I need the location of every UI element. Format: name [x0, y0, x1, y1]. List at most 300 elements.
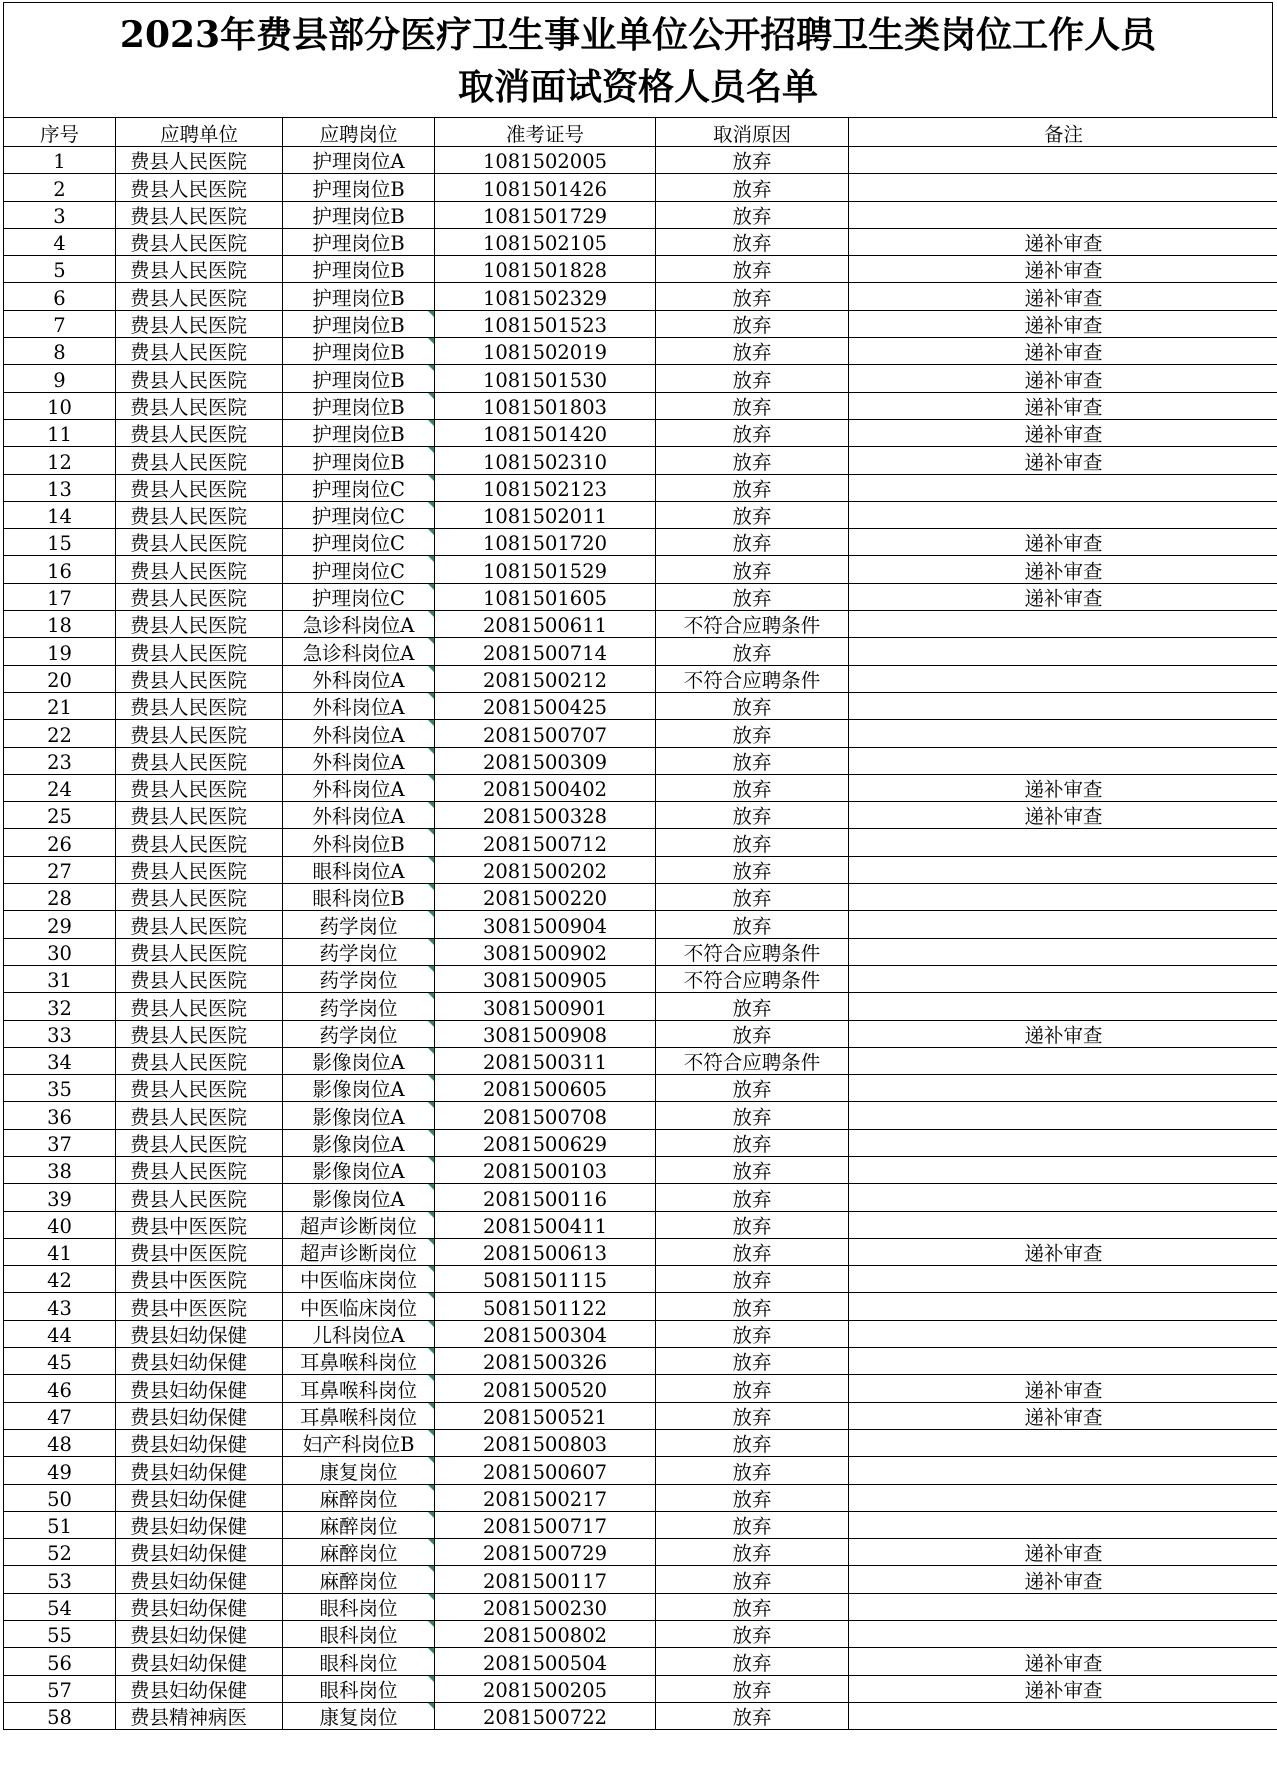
cell-exam-number: 2081500714	[435, 638, 656, 665]
table-row	[4, 147, 1277, 174]
cell-post: 麻醉岗位	[283, 1484, 435, 1511]
cell-remark	[849, 1593, 1277, 1620]
cell-comment-marker	[428, 529, 434, 535]
cell-serial: 2	[4, 174, 116, 201]
cell-unit: 费县人民医院	[116, 611, 283, 638]
cell-serial: 36	[4, 1102, 116, 1129]
cell-unit: 费县中医医院	[116, 1293, 283, 1320]
cell-comment-marker	[428, 720, 434, 726]
table-row	[4, 1702, 1277, 1729]
header-exam-number: 准考证号	[435, 118, 656, 147]
table-row	[4, 993, 1277, 1020]
cell-remark	[849, 1457, 1277, 1484]
cell-comment-marker	[428, 1676, 434, 1682]
table-row	[4, 1320, 1277, 1347]
cell-remark	[849, 147, 1277, 174]
cell-post: 影像岗位A	[283, 1075, 435, 1102]
cell-exam-number: 2081500230	[435, 1593, 656, 1620]
cell-exam-number: 1081501426	[435, 174, 656, 201]
cell-serial: 35	[4, 1075, 116, 1102]
cell-comment-marker	[428, 775, 434, 781]
cell-serial: 39	[4, 1184, 116, 1211]
table-row	[4, 911, 1277, 938]
cell-comment-marker	[428, 1375, 434, 1381]
cell-cancel-reason: 放弃	[656, 884, 849, 911]
cell-cancel-reason: 放弃	[656, 802, 849, 829]
cell-comment-marker	[428, 365, 434, 371]
cell-remark	[849, 1184, 1277, 1211]
cell-remark	[849, 665, 1277, 692]
cell-post: 眼科岗位	[283, 1621, 435, 1648]
cell-comment-marker	[428, 638, 434, 644]
cell-serial: 26	[4, 829, 116, 856]
cell-serial: 21	[4, 692, 116, 719]
cell-serial: 4	[4, 228, 116, 255]
cell-remark	[849, 720, 1277, 747]
cell-exam-number: 1081501720	[435, 529, 656, 556]
cell-serial: 58	[4, 1702, 116, 1729]
cell-comment-marker	[428, 1512, 434, 1518]
cell-serial: 56	[4, 1648, 116, 1675]
cell-serial: 41	[4, 1238, 116, 1265]
cell-unit: 费县人民医院	[116, 474, 283, 501]
table-row	[4, 1539, 1277, 1566]
cell-serial: 52	[4, 1539, 116, 1566]
cell-remark	[849, 1348, 1277, 1375]
cell-comment-marker	[428, 502, 434, 508]
cell-remark: 递补审查	[849, 1238, 1277, 1265]
table-row	[4, 1348, 1277, 1375]
table-row	[4, 1375, 1277, 1402]
cell-remark: 递补审查	[849, 338, 1277, 365]
cell-post: 麻醉岗位	[283, 1566, 435, 1593]
cell-post: 眼科岗位	[283, 1593, 435, 1620]
cell-unit: 费县人民医院	[116, 856, 283, 883]
cell-exam-number: 3081500902	[435, 938, 656, 965]
cell-unit: 费县人民医院	[116, 147, 283, 174]
cell-exam-number: 2081500217	[435, 1484, 656, 1511]
cell-exam-number: 1081501605	[435, 583, 656, 610]
cell-cancel-reason: 放弃	[656, 1129, 849, 1156]
cell-comment-marker	[428, 693, 434, 699]
cell-serial: 3	[4, 201, 116, 228]
cell-post: 超声诊断岗位	[283, 1211, 435, 1238]
cell-unit: 费县人民医院	[116, 747, 283, 774]
cell-unit: 费县人民医院	[116, 174, 283, 201]
table-row	[4, 1402, 1277, 1429]
table-row	[4, 665, 1277, 692]
cell-remark	[849, 638, 1277, 665]
cell-unit: 费县人民医院	[116, 938, 283, 965]
cell-cancel-reason: 不符合应聘条件	[656, 611, 849, 638]
cell-remark: 递补审查	[849, 1375, 1277, 1402]
cell-comment-marker	[428, 666, 434, 672]
cell-comment-marker	[428, 1485, 434, 1491]
cell-unit: 费县妇幼保健	[116, 1593, 283, 1620]
cell-cancel-reason: 不符合应聘条件	[656, 938, 849, 965]
cell-exam-number: 2081500212	[435, 665, 656, 692]
cell-serial: 7	[4, 310, 116, 337]
cell-exam-number: 2081500411	[435, 1211, 656, 1238]
table-row	[4, 1020, 1277, 1047]
cell-unit: 费县人民医院	[116, 720, 283, 747]
cell-cancel-reason: 放弃	[656, 501, 849, 528]
cell-cancel-reason: 放弃	[656, 829, 849, 856]
cell-cancel-reason: 放弃	[656, 720, 849, 747]
cell-post: 康复岗位	[283, 1457, 435, 1484]
cell-exam-number: 1081502019	[435, 338, 656, 365]
cell-unit: 费县妇幼保健	[116, 1402, 283, 1429]
cell-post: 中医临床岗位	[283, 1293, 435, 1320]
cell-serial: 6	[4, 283, 116, 310]
cell-serial: 53	[4, 1566, 116, 1593]
cell-unit: 费县人民医院	[116, 1102, 283, 1129]
cell-remark: 递补审查	[849, 1675, 1277, 1702]
cell-exam-number: 2081500521	[435, 1402, 656, 1429]
cell-serial: 40	[4, 1211, 116, 1238]
cell-serial: 49	[4, 1457, 116, 1484]
cell-comment-marker	[428, 966, 434, 972]
cell-exam-number: 2081500707	[435, 720, 656, 747]
cell-unit: 费县人民医院	[116, 802, 283, 829]
cell-remark	[849, 1702, 1277, 1729]
cell-exam-number: 2081500712	[435, 829, 656, 856]
cell-remark: 递补审查	[849, 556, 1277, 583]
cell-comment-marker	[428, 1239, 434, 1245]
cell-comment-marker	[428, 829, 434, 835]
cell-serial: 5	[4, 256, 116, 283]
table-row	[4, 856, 1277, 883]
table-row	[4, 774, 1277, 801]
cell-exam-number: 2081500326	[435, 1348, 656, 1375]
cell-unit: 费县人民医院	[116, 529, 283, 556]
table-row	[4, 638, 1277, 665]
cell-cancel-reason: 放弃	[656, 419, 849, 446]
cell-unit: 费县妇幼保健	[116, 1348, 283, 1375]
cell-exam-number: 2081500605	[435, 1075, 656, 1102]
cell-remark: 递补审查	[849, 1402, 1277, 1429]
cell-post: 护理岗位B	[283, 392, 435, 419]
cell-comment-marker	[428, 1102, 434, 1108]
table-row	[4, 556, 1277, 583]
cell-cancel-reason: 放弃	[656, 256, 849, 283]
cell-unit: 费县中医医院	[116, 1211, 283, 1238]
cell-cancel-reason: 放弃	[656, 228, 849, 255]
cell-post: 麻醉岗位	[283, 1511, 435, 1538]
cell-unit: 费县人民医院	[116, 556, 283, 583]
cell-remark	[849, 1075, 1277, 1102]
table-row	[4, 283, 1277, 310]
table-row	[4, 1266, 1277, 1293]
cell-serial: 27	[4, 856, 116, 883]
cell-cancel-reason: 不符合应聘条件	[656, 665, 849, 692]
cell-comment-marker	[428, 1539, 434, 1545]
cell-unit: 费县妇幼保健	[116, 1511, 283, 1538]
document-page	[3, 2, 1275, 1730]
cell-post: 药学岗位	[283, 993, 435, 1020]
cell-serial: 33	[4, 1020, 116, 1047]
cell-post: 妇产科岗位B	[283, 1429, 435, 1456]
cell-unit: 费县人民医院	[116, 338, 283, 365]
cell-unit: 费县妇幼保健	[116, 1566, 283, 1593]
cell-cancel-reason: 放弃	[656, 1566, 849, 1593]
cell-post: 眼科岗位	[283, 1648, 435, 1675]
cell-unit: 费县人民医院	[116, 1129, 283, 1156]
cell-unit: 费县妇幼保健	[116, 1429, 283, 1456]
cell-exam-number: 2081500116	[435, 1184, 656, 1211]
cell-cancel-reason: 放弃	[656, 474, 849, 501]
cell-cancel-reason: 放弃	[656, 993, 849, 1020]
cell-remark: 递补审查	[849, 228, 1277, 255]
table-row	[4, 802, 1277, 829]
cell-unit: 费县人民医院	[116, 365, 283, 392]
cell-post: 药学岗位	[283, 1020, 435, 1047]
cell-remark	[849, 829, 1277, 856]
cell-serial: 22	[4, 720, 116, 747]
cell-unit: 费县妇幼保健	[116, 1675, 283, 1702]
cell-exam-number: 2081500520	[435, 1375, 656, 1402]
cell-serial: 30	[4, 938, 116, 965]
table-row	[4, 201, 1277, 228]
cell-unit: 费县妇幼保健	[116, 1375, 283, 1402]
cell-post: 护理岗位B	[283, 283, 435, 310]
cell-remark: 递补审查	[849, 310, 1277, 337]
cell-comment-marker	[428, 393, 434, 399]
cell-cancel-reason: 放弃	[656, 1457, 849, 1484]
cell-remark	[849, 1320, 1277, 1347]
cell-comment-marker	[428, 1293, 434, 1299]
cell-remark	[849, 911, 1277, 938]
cell-cancel-reason: 放弃	[656, 692, 849, 719]
cell-post: 儿科岗位A	[283, 1320, 435, 1347]
page-title: 2023年费县部分医疗卫生事业单位公开招聘卫生类岗位工作人员	[4, 3, 1272, 61]
cell-remark: 递补审查	[849, 392, 1277, 419]
table-row	[4, 1047, 1277, 1074]
cell-unit: 费县人民医院	[116, 1184, 283, 1211]
cell-exam-number: 2081500304	[435, 1320, 656, 1347]
cell-cancel-reason: 放弃	[656, 1484, 849, 1511]
cell-remark: 递补审查	[849, 774, 1277, 801]
cell-exam-number: 5081501122	[435, 1293, 656, 1320]
cell-exam-number: 1081502123	[435, 474, 656, 501]
cell-unit: 费县人民医院	[116, 665, 283, 692]
header-unit: 应聘单位	[116, 118, 283, 147]
table-row	[4, 1484, 1277, 1511]
cell-remark: 递补审查	[849, 1648, 1277, 1675]
cell-post: 眼科岗位	[283, 1675, 435, 1702]
cell-serial: 51	[4, 1511, 116, 1538]
cell-unit: 费县人民医院	[116, 884, 283, 911]
cell-remark	[849, 856, 1277, 883]
cell-unit: 费县人民医院	[116, 201, 283, 228]
cell-cancel-reason: 放弃	[656, 283, 849, 310]
cell-exam-number: 2081500729	[435, 1539, 656, 1566]
cell-post: 护理岗位C	[283, 529, 435, 556]
cell-exam-number: 2081500607	[435, 1457, 656, 1484]
table-row	[4, 938, 1277, 965]
cell-comment-marker	[428, 311, 434, 317]
cell-remark	[849, 1511, 1277, 1538]
cell-exam-number: 2081500613	[435, 1238, 656, 1265]
cell-cancel-reason: 放弃	[656, 1375, 849, 1402]
cell-post: 外科岗位A	[283, 720, 435, 747]
cell-cancel-reason: 放弃	[656, 1702, 849, 1729]
cell-cancel-reason: 放弃	[656, 1348, 849, 1375]
cell-post: 眼科岗位B	[283, 884, 435, 911]
cell-remark	[849, 1156, 1277, 1183]
cell-exam-number: 1081502310	[435, 447, 656, 474]
cell-cancel-reason: 放弃	[656, 1511, 849, 1538]
table-row	[4, 501, 1277, 528]
cell-exam-number: 2081500205	[435, 1675, 656, 1702]
cell-exam-number: 5081501115	[435, 1266, 656, 1293]
cell-unit: 费县人民医院	[116, 1020, 283, 1047]
cell-comment-marker	[428, 1184, 434, 1190]
cell-cancel-reason: 放弃	[656, 1156, 849, 1183]
cell-cancel-reason: 放弃	[656, 147, 849, 174]
cell-cancel-reason: 不符合应聘条件	[656, 965, 849, 992]
cell-unit: 费县人民医院	[116, 965, 283, 992]
cell-remark	[849, 1484, 1277, 1511]
cell-comment-marker	[428, 1130, 434, 1136]
cell-serial: 9	[4, 365, 116, 392]
table-row	[4, 720, 1277, 747]
cell-unit: 费县人民医院	[116, 1047, 283, 1074]
cell-comment-marker	[428, 1321, 434, 1327]
cell-cancel-reason: 放弃	[656, 201, 849, 228]
cell-cancel-reason: 放弃	[656, 638, 849, 665]
table-row	[4, 338, 1277, 365]
cell-remark: 递补审查	[849, 419, 1277, 446]
cell-post: 超声诊断岗位	[283, 1238, 435, 1265]
cell-post: 护理岗位B	[283, 447, 435, 474]
cell-cancel-reason: 放弃	[656, 1648, 849, 1675]
cell-cancel-reason: 放弃	[656, 1293, 849, 1320]
cell-cancel-reason: 放弃	[656, 856, 849, 883]
cell-post: 护理岗位B	[283, 365, 435, 392]
cell-unit: 费县人民医院	[116, 829, 283, 856]
cell-exam-number: 2081500425	[435, 692, 656, 719]
cell-exam-number: 1081501828	[435, 256, 656, 283]
table-row	[4, 747, 1277, 774]
cell-cancel-reason: 放弃	[656, 1102, 849, 1129]
cell-post: 影像岗位A	[283, 1129, 435, 1156]
table-row	[4, 1238, 1277, 1265]
cell-comment-marker	[428, 1212, 434, 1218]
cell-comment-marker	[428, 884, 434, 890]
cell-unit: 费县人民医院	[116, 1075, 283, 1102]
cell-post: 护理岗位B	[283, 256, 435, 283]
cell-comment-marker	[428, 1075, 434, 1081]
cell-remark	[849, 174, 1277, 201]
cell-post: 影像岗位A	[283, 1102, 435, 1129]
cell-cancel-reason: 放弃	[656, 556, 849, 583]
cell-serial: 1	[4, 147, 116, 174]
table-row	[4, 1211, 1277, 1238]
cell-cancel-reason: 放弃	[656, 392, 849, 419]
cell-comment-marker	[428, 1348, 434, 1354]
cell-post: 护理岗位C	[283, 583, 435, 610]
cell-remark	[849, 938, 1277, 965]
cell-unit: 费县人民医院	[116, 774, 283, 801]
cell-unit: 费县中医医院	[116, 1238, 283, 1265]
cell-exam-number: 1081502005	[435, 147, 656, 174]
cell-serial: 55	[4, 1621, 116, 1648]
cell-comment-marker	[428, 1648, 434, 1654]
cell-exam-number: 3081500901	[435, 993, 656, 1020]
cell-post: 急诊科岗位A	[283, 638, 435, 665]
cell-cancel-reason: 放弃	[656, 774, 849, 801]
table-row	[4, 174, 1277, 201]
cell-post: 药学岗位	[283, 911, 435, 938]
cell-exam-number: 2081500309	[435, 747, 656, 774]
table-row	[4, 1648, 1277, 1675]
cell-post: 药学岗位	[283, 965, 435, 992]
table-row	[4, 529, 1277, 556]
cell-remark	[849, 692, 1277, 719]
cell-comment-marker	[428, 1403, 434, 1409]
table-row	[4, 1156, 1277, 1183]
cell-post: 护理岗位B	[283, 228, 435, 255]
cell-post: 护理岗位B	[283, 174, 435, 201]
cell-cancel-reason: 放弃	[656, 1075, 849, 1102]
cell-comment-marker	[428, 1703, 434, 1709]
cell-cancel-reason: 放弃	[656, 1675, 849, 1702]
header-post: 应聘岗位	[283, 118, 435, 147]
cell-remark: 递补审查	[849, 256, 1277, 283]
cell-post: 眼科岗位A	[283, 856, 435, 883]
cell-unit: 费县人民医院	[116, 228, 283, 255]
cell-serial: 28	[4, 884, 116, 911]
cell-remark	[849, 1266, 1277, 1293]
cell-unit: 费县人民医院	[116, 583, 283, 610]
cell-cancel-reason: 放弃	[656, 447, 849, 474]
cell-exam-number: 2081500311	[435, 1047, 656, 1074]
cell-serial: 57	[4, 1675, 116, 1702]
cell-serial: 37	[4, 1129, 116, 1156]
cell-cancel-reason: 放弃	[656, 310, 849, 337]
cell-post: 外科岗位A	[283, 774, 435, 801]
cell-remark: 递补审查	[849, 802, 1277, 829]
table-row	[4, 392, 1277, 419]
table-header-row	[4, 118, 1277, 147]
cell-serial: 18	[4, 611, 116, 638]
cell-exam-number: 2081500202	[435, 856, 656, 883]
table-row	[4, 583, 1277, 610]
cell-post: 外科岗位A	[283, 747, 435, 774]
cell-unit: 费县妇幼保健	[116, 1621, 283, 1648]
cell-exam-number: 2081500220	[435, 884, 656, 911]
cell-comment-marker	[428, 1266, 434, 1272]
cell-comment-marker	[428, 420, 434, 426]
cell-serial: 44	[4, 1320, 116, 1347]
cell-remark	[849, 501, 1277, 528]
cell-exam-number: 2081500717	[435, 1511, 656, 1538]
cell-cancel-reason: 放弃	[656, 1020, 849, 1047]
cell-post: 外科岗位B	[283, 829, 435, 856]
cell-cancel-reason: 放弃	[656, 174, 849, 201]
cell-cancel-reason: 放弃	[656, 583, 849, 610]
cell-comment-marker	[428, 1048, 434, 1054]
cell-exam-number: 2081500629	[435, 1129, 656, 1156]
cell-remark: 递补审查	[849, 283, 1277, 310]
cell-remark: 递补审查	[849, 529, 1277, 556]
cell-serial: 42	[4, 1266, 116, 1293]
cell-unit: 费县中医医院	[116, 1266, 283, 1293]
table-row	[4, 1129, 1277, 1156]
table-row	[4, 884, 1277, 911]
table-row	[4, 1675, 1277, 1702]
